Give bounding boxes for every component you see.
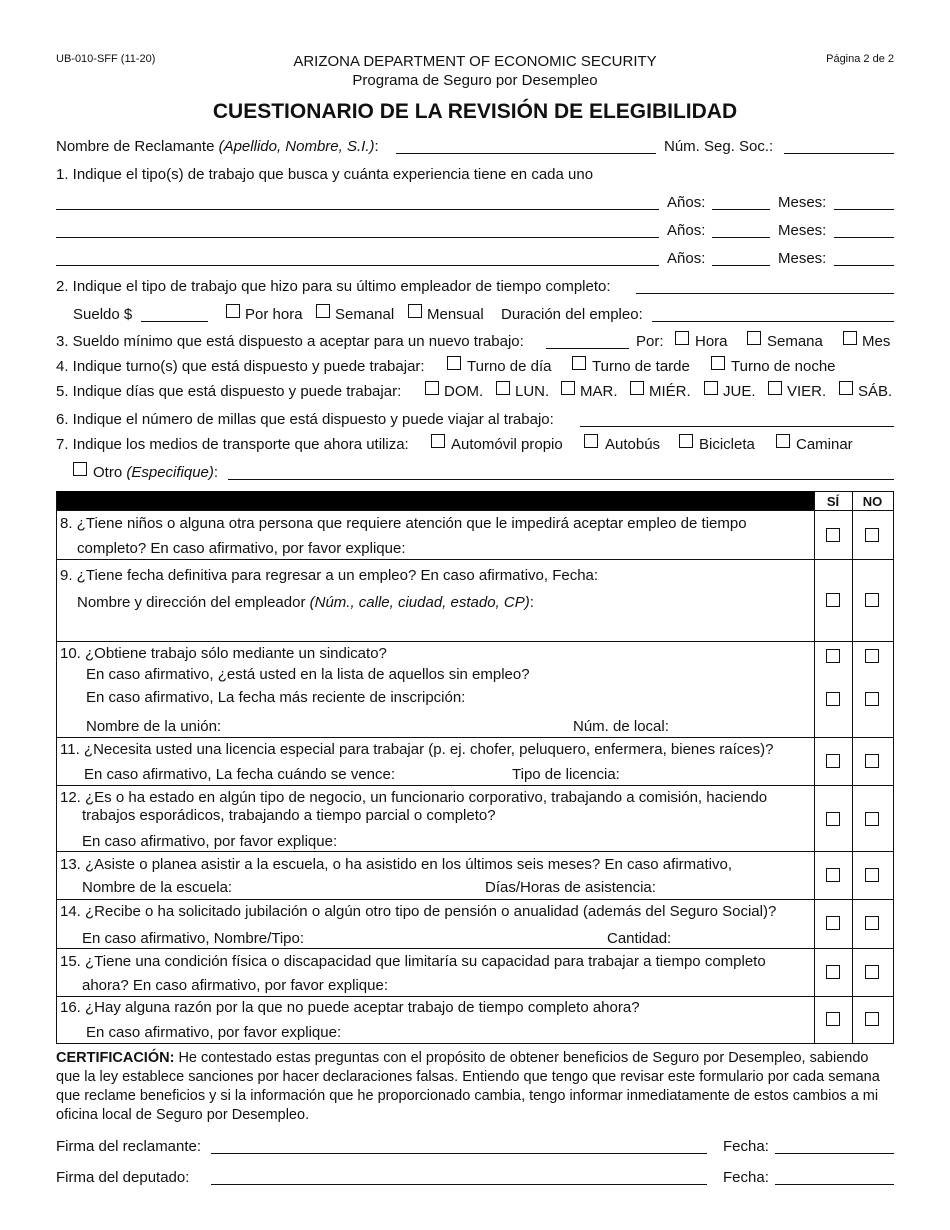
q11-line1: 11. ¿Necesita usted una licencia especial para trabajar (p. ej. chofer, peluquero, enfermera, bienes raíces)?	[60, 741, 774, 758]
deputy-signature-label: Firma del deputado:	[56, 1169, 190, 1186]
deputy-date-label: Fecha:	[723, 1169, 769, 1186]
q8-yes-checkbox[interactable]	[826, 528, 840, 542]
q10-line3: En caso afirmativo, La fecha más reciente de inscripción:	[86, 689, 466, 706]
q11-no-checkbox[interactable]	[865, 754, 879, 768]
q10-union-label: Nombre de la unión:	[86, 718, 222, 735]
page-number: Página 2 de 2	[826, 53, 894, 65]
q11-expires-label: En caso afirmativo, La fecha cuándo se vence:	[84, 766, 396, 783]
claimant-name-field[interactable]	[396, 153, 656, 154]
q16-line1: 16. ¿Hay alguna razón por la que no puede aceptar trabajo de tiempo completo ahora?	[60, 999, 640, 1016]
q2-duration-label: Duración del empleo:	[501, 306, 643, 323]
claimant-signature-label: Firma del reclamante:	[56, 1138, 202, 1155]
q4-afternoon-shift-checkbox[interactable]	[572, 356, 586, 370]
q10-local-label: Núm. de local:	[573, 718, 669, 735]
q7-bus-checkbox[interactable]	[584, 434, 598, 448]
q5-tuesday-label: MAR.	[580, 383, 618, 400]
q2-weekly-label: Semanal	[335, 306, 395, 323]
q2-salary-field[interactable]	[141, 321, 208, 322]
q7-bus-label: Autobús	[605, 436, 661, 453]
row-line	[56, 510, 894, 511]
q14-amount-label: Cantidad:	[607, 930, 672, 947]
claimant-signature-field[interactable]	[211, 1153, 707, 1154]
q8-no-checkbox[interactable]	[865, 528, 879, 542]
claimant-date-field[interactable]	[775, 1153, 894, 1154]
q6-miles-field[interactable]	[580, 426, 894, 427]
q2-hourly-label: Por hora	[245, 306, 303, 323]
claimant-date-label: Fecha:	[723, 1138, 769, 1155]
q2-text: 2. Indique el tipo de trabajo que hizo para su último empleador de tiempo completo:	[56, 278, 611, 295]
q1-years-label: Años:	[667, 250, 706, 267]
q4-afternoon-shift-label: Turno de tarde	[592, 358, 690, 375]
row-line	[56, 641, 894, 642]
q1-years-field-1[interactable]	[712, 209, 770, 210]
q16-yes-checkbox[interactable]	[826, 1012, 840, 1026]
q1-months-field-1[interactable]	[834, 209, 894, 210]
q10-union-no-checkbox[interactable]	[865, 649, 879, 663]
q11-license-type-label: Tipo de licencia:	[512, 766, 620, 783]
q12-yes-checkbox[interactable]	[826, 812, 840, 826]
q3-month-checkbox[interactable]	[843, 331, 857, 345]
q4-night-shift-label: Turno de noche	[731, 358, 836, 375]
row-line	[56, 851, 894, 852]
q5-sunday-checkbox[interactable]	[425, 381, 439, 395]
q4-day-shift-checkbox[interactable]	[447, 356, 461, 370]
q1-job-field-3[interactable]	[56, 265, 659, 266]
q4-night-shift-checkbox[interactable]	[711, 356, 725, 370]
table-header-bar	[56, 491, 814, 510]
q3-text: 3. Sueldo mínimo que está dispuesto a aceptar para un nuevo trabajo:	[56, 333, 524, 350]
row-line	[56, 559, 894, 560]
q5-saturday-checkbox[interactable]	[839, 381, 853, 395]
q1-months-field-3[interactable]	[834, 265, 894, 266]
q13-hours-label: Días/Horas de asistencia:	[485, 879, 656, 896]
row-line	[56, 899, 894, 900]
q1-months-field-2[interactable]	[834, 237, 894, 238]
q7-bicycle-checkbox[interactable]	[679, 434, 693, 448]
q13-no-checkbox[interactable]	[865, 868, 879, 882]
q16-line2: En caso afirmativo, por favor explique:	[86, 1024, 342, 1041]
q10-list-yes-checkbox[interactable]	[826, 692, 840, 706]
q2-hourly-checkbox[interactable]	[226, 304, 240, 318]
q3-hour-checkbox[interactable]	[675, 331, 689, 345]
q1-job-field-2[interactable]	[56, 237, 659, 238]
q5-monday-label: LUN.	[515, 383, 550, 400]
q12-line2: trabajos esporádicos, trabajando a tiempo parcial o completo?	[82, 807, 496, 824]
q5-friday-label: VIER.	[787, 383, 827, 400]
row-line	[56, 996, 894, 997]
q5-monday-checkbox[interactable]	[496, 381, 510, 395]
program-name: Programa de Seguro por Desempleo	[352, 72, 598, 89]
q7-other-checkbox[interactable]	[73, 462, 87, 476]
table-divider-no	[852, 491, 853, 1044]
q5-wednesday-checkbox[interactable]	[630, 381, 644, 395]
q15-yes-checkbox[interactable]	[826, 965, 840, 979]
q2-monthly-checkbox[interactable]	[408, 304, 422, 318]
q3-wage-field[interactable]	[546, 348, 629, 349]
row-line	[56, 948, 894, 949]
q14-yes-checkbox[interactable]	[826, 916, 840, 930]
q7-other-label: Otro (Especifique):	[93, 464, 219, 481]
q9-line2: Nombre y dirección del empleador (Núm., calle, ciudad, estado, CP):	[77, 594, 534, 611]
q1-months-label: Meses:	[778, 222, 827, 239]
table-border-right	[893, 491, 894, 1044]
q2-salary-label: Sueldo $	[73, 306, 133, 323]
row-line	[56, 737, 894, 738]
page-title: CUESTIONARIO DE LA REVISIÓN DE ELEGIBILIDAD	[212, 100, 738, 123]
ssn-field[interactable]	[784, 153, 894, 154]
q10-union-yes-checkbox[interactable]	[826, 649, 840, 663]
q1-years-field-2[interactable]	[712, 237, 770, 238]
agency-name: ARIZONA DEPARTMENT OF ECONOMIC SECURITY	[293, 53, 657, 70]
q4-text: 4. Indique turno(s) que está dispuesto y puede trabajar:	[56, 358, 425, 375]
q14-name-type-label: En caso afirmativo, Nombre/Tipo:	[82, 930, 305, 947]
row-line	[56, 785, 894, 786]
q10-list-no-checkbox[interactable]	[865, 692, 879, 706]
claimant-name-label: Nombre de Reclamante (Apellido, Nombre, S.I.):	[56, 138, 379, 155]
q2-monthly-label: Mensual	[427, 306, 484, 323]
q7-car-label: Automóvil propio	[451, 436, 563, 453]
table-border-top	[814, 491, 894, 492]
q1-years-label: Años:	[667, 194, 706, 211]
q16-no-checkbox[interactable]	[865, 1012, 879, 1026]
q2-weekly-checkbox[interactable]	[316, 304, 330, 318]
q1-months-label: Meses:	[778, 250, 827, 267]
q1-text: 1. Indique el tipo(s) de trabajo que busca y cuánta experiencia tiene en cada uno	[56, 166, 594, 183]
q5-wednesday-label: MIÉR.	[649, 383, 691, 400]
q2-job-field[interactable]	[636, 293, 894, 294]
q7-walk-label: Caminar	[796, 436, 853, 453]
q5-friday-checkbox[interactable]	[768, 381, 782, 395]
q9-line1: 9. ¿Tiene fecha definitiva para regresar a un empleo? En caso afirmativo, Fecha:	[60, 567, 599, 584]
q13-school-label: Nombre de la escuela:	[82, 879, 233, 896]
q5-sunday-label: DOM.	[444, 383, 484, 400]
q8-line1: 8. ¿Tiene niños o alguna otra persona que requiere atención que le impedirá aceptar empleo de tiempo	[60, 515, 747, 532]
q12-line3: En caso afirmativo, por favor explique:	[82, 833, 338, 850]
q15-no-checkbox[interactable]	[865, 965, 879, 979]
q15-line2: ahora? En caso afirmativo, por favor explique:	[82, 977, 388, 994]
q5-thursday-label: JUE.	[723, 383, 756, 400]
q14-line1: 14. ¿Recibe o ha solicitado jubilación o algún otro tipo de pensión o anualidad (además del Seguro Social)?	[60, 903, 777, 920]
q5-thursday-checkbox[interactable]	[704, 381, 718, 395]
q14-no-checkbox[interactable]	[865, 916, 879, 930]
q5-saturday-label: SÁB.	[858, 383, 893, 400]
q3-hour-label: Hora	[695, 333, 728, 350]
q1-years-label: Años:	[667, 222, 706, 239]
table-divider-yes	[814, 491, 815, 1044]
q13-line1: 13. ¿Asiste o planea asistir a la escuela, o ha asistido en los últimos seis meses? En caso afirmativo,	[60, 856, 732, 873]
q10-line1: 10. ¿Obtiene trabajo sólo mediante un sindicato?	[60, 645, 387, 662]
q3-week-checkbox[interactable]	[747, 331, 761, 345]
q15-line1: 15. ¿Tiene una condición física o discapacidad que limitaría su capacidad para trabajar a tiempo completo	[60, 953, 766, 970]
q7-car-checkbox[interactable]	[431, 434, 445, 448]
q10-line2: En caso afirmativo, ¿está usted en la lista de aquellos sin empleo?	[86, 666, 530, 683]
q13-yes-checkbox[interactable]	[826, 868, 840, 882]
q7-bicycle-label: Bicicleta	[699, 436, 755, 453]
q7-text: 7. Indique los medios de transporte que ahora utiliza:	[56, 436, 409, 453]
q1-years-field-3[interactable]	[712, 265, 770, 266]
q1-months-label: Meses:	[778, 194, 827, 211]
no-column-header: NO	[862, 494, 883, 509]
q11-yes-checkbox[interactable]	[826, 754, 840, 768]
ssn-label: Núm. Seg. Soc.:	[664, 138, 774, 155]
q12-line1: 12. ¿Es o ha estado en algún tipo de negocio, un funcionario corporativo, trabajando a comisión, haciendo	[60, 789, 768, 806]
yes-column-header: SÍ	[826, 494, 840, 509]
q7-other-field[interactable]	[228, 479, 894, 480]
q9-no-checkbox[interactable]	[865, 593, 879, 607]
q2-duration-field[interactable]	[652, 321, 894, 322]
q3-per-label: Por:	[636, 333, 664, 350]
q5-text: 5. Indique días que está dispuesto y puede trabajar:	[56, 383, 402, 400]
q8-line2: completo? En caso afirmativo, por favor explique:	[77, 540, 406, 557]
q1-job-field-1[interactable]	[56, 209, 659, 210]
q12-no-checkbox[interactable]	[865, 812, 879, 826]
deputy-date-field[interactable]	[775, 1184, 894, 1185]
table-border-left	[56, 491, 57, 1044]
q6-text: 6. Indique el número de millas que está dispuesto y puede viajar al trabajo:	[56, 411, 554, 428]
q4-day-shift-label: Turno de día	[467, 358, 552, 375]
q5-tuesday-checkbox[interactable]	[561, 381, 575, 395]
q9-yes-checkbox[interactable]	[826, 593, 840, 607]
q3-month-label: Mes	[862, 333, 891, 350]
form-id: UB-010-SFF (11-20)	[56, 53, 156, 65]
q7-walk-checkbox[interactable]	[776, 434, 790, 448]
certification-statement: CERTIFICACIÓN: He contestado estas preguntas con el propósito de obtener beneficios de Seguro por Desempleo, sabiendo que la ley establece sanciones por hacer declaraciones falsas. Entiendo que tengo que revisar este formulario por cada semana que reclame beneficios y si la información que he proporcionado cambia, tengo informar inmediatamente de estos cambios a mi oficina local de Seguro por Desempleo.	[56, 1050, 880, 1123]
row-line	[56, 1043, 894, 1044]
deputy-signature-field[interactable]	[211, 1184, 707, 1185]
q3-week-label: Semana	[767, 333, 823, 350]
